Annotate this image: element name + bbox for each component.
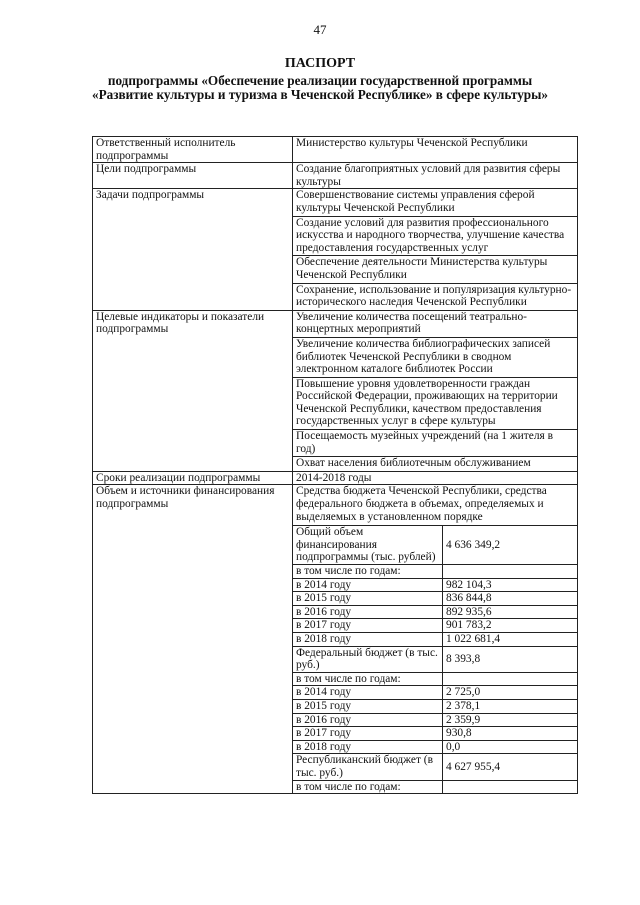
year-value: 892 935,6 [443, 605, 578, 619]
year-value: 982 104,3 [443, 578, 578, 592]
year-label: в 2015 году [293, 592, 443, 606]
republic-label: Республиканский бюджет (в тыс. руб.) [293, 754, 443, 780]
document-subtitle: подпрограммы «Обеспечение реализации государственной программы «Развитие культуры и туризма в Чеченской Республике» в сфере культуры» [91, 73, 549, 102]
page-number: 47 [313, 22, 327, 37]
year-row [293, 605, 577, 619]
federal-by-years-label: в том числе по годам: [293, 672, 443, 686]
task-item: Сохранение, использование и популяризация культурно-исторического наследия Чеченской Республики [296, 283, 572, 309]
federal-by-years-empty [443, 672, 578, 686]
financing-row [93, 485, 578, 794]
republic-by-years-empty [443, 780, 578, 793]
federal-year-label: в 2017 году [293, 727, 443, 741]
document-title: ПАСПОРТ [284, 56, 356, 71]
federal-year-value: 930,8 [443, 727, 578, 741]
federal-year-value: 2 378,1 [443, 699, 578, 713]
period-row [93, 471, 578, 485]
task-item: Обеспечение деятельности Министерства культуры Чеченской Республики [293, 256, 577, 283]
executor-value: Министерство культуры Чеченской Республики [293, 137, 578, 163]
republic-value: 4 627 955,4 [443, 754, 578, 780]
federal-year-label: в 2014 году [293, 686, 443, 700]
indicator-item: Повышение уровня удовлетворенности граждан Российской Федерации, проживающих на территории Чеченской Республики, качеством предоставления государственных услуг в сфере культуры [293, 378, 577, 430]
indicators-row [93, 310, 578, 471]
total-value: 4 636 349,2 [443, 526, 578, 564]
total-label: Общий объем финансирования подпрограммы (тыс. рублей) [293, 526, 443, 564]
year-value: 1 022 681,4 [443, 632, 578, 646]
financing-source: Средства бюджета Чеченской Республики, средства федерального бюджета в объемах, определяемых и выделяемых в установленном порядке [293, 485, 577, 526]
task-item: Совершенствование системы управления сферой культуры Чеченской Республики [293, 189, 577, 216]
by-years-row [293, 565, 577, 579]
year-row [293, 578, 577, 592]
indicators-list [293, 310, 578, 471]
federal-year-row [293, 740, 577, 754]
federal-year-row [293, 713, 577, 727]
year-label: в 2018 году [293, 632, 443, 646]
task-item: Создание условий для развития профессионального искусства и народного творчества, улучшение качества предоставления государственных услуг [293, 217, 577, 257]
period-value: 2014-2018 годы [293, 471, 578, 485]
indicator-item: Посещаемость музейных учреждений (на 1 жителя в год) [293, 430, 577, 457]
republic-by-years-label: в том числе по годам: [293, 780, 443, 793]
goals-value: Создание благоприятных условий для развития сферы культуры [293, 163, 578, 189]
indicators-label: Целевые индикаторы и показатели подпрограммы [93, 310, 293, 471]
federal-year-row [293, 699, 577, 713]
by-years-empty [443, 565, 578, 579]
federal-by-years-row [293, 672, 577, 686]
goals-row [93, 163, 578, 189]
federal-year-value: 2 359,9 [443, 713, 578, 727]
financing-table [293, 526, 577, 793]
federal-year-value: 2 725,0 [443, 686, 578, 700]
indicator-item: Увеличение количества посещений театрально-концертных мероприятий [293, 311, 577, 338]
by-years-label: в том числе по годам: [293, 565, 443, 579]
republic-by-years-row [293, 780, 577, 793]
executor-row [93, 137, 578, 163]
year-value: 836 844,8 [443, 592, 578, 606]
year-label: в 2017 году [293, 619, 443, 633]
federal-year-value: 0,0 [443, 740, 578, 754]
executor-label: Ответственный исполнитель подпрограммы [93, 137, 293, 163]
year-label: в 2016 году [293, 605, 443, 619]
tasks-list [293, 189, 578, 310]
period-label: Сроки реализации подпрограммы [93, 471, 293, 485]
financing-label: Объем и источники финансирования подпрограммы [93, 485, 293, 794]
tasks-row [93, 189, 578, 310]
indicator-item: Охват населения библиотечным обслуживанием [296, 457, 531, 470]
year-row [293, 619, 577, 633]
passport-table [92, 136, 578, 794]
federal-year-row [293, 727, 577, 741]
federal-year-label: в 2015 году [293, 699, 443, 713]
federal-value: 8 393,8 [443, 646, 578, 672]
tasks-label: Задачи подпрограммы [93, 189, 293, 310]
federal-label: Федеральный бюджет (в тыс. руб.) [293, 646, 443, 672]
year-row [293, 632, 577, 646]
federal-row [293, 646, 577, 672]
year-label: в 2014 году [293, 578, 443, 592]
financing-details [293, 485, 578, 794]
total-row [293, 526, 577, 564]
federal-year-label: в 2016 году [293, 713, 443, 727]
year-row [293, 592, 577, 606]
indicator-item: Увеличение количества библиографических записей библиотек Чеченской Республики в сводном электронном каталоге библиотек России [293, 338, 577, 378]
federal-year-label: в 2018 году [293, 740, 443, 754]
goals-label: Цели подпрограммы [93, 163, 293, 189]
federal-year-row [293, 686, 577, 700]
year-value: 901 783,2 [443, 619, 578, 633]
republic-row [293, 754, 577, 780]
